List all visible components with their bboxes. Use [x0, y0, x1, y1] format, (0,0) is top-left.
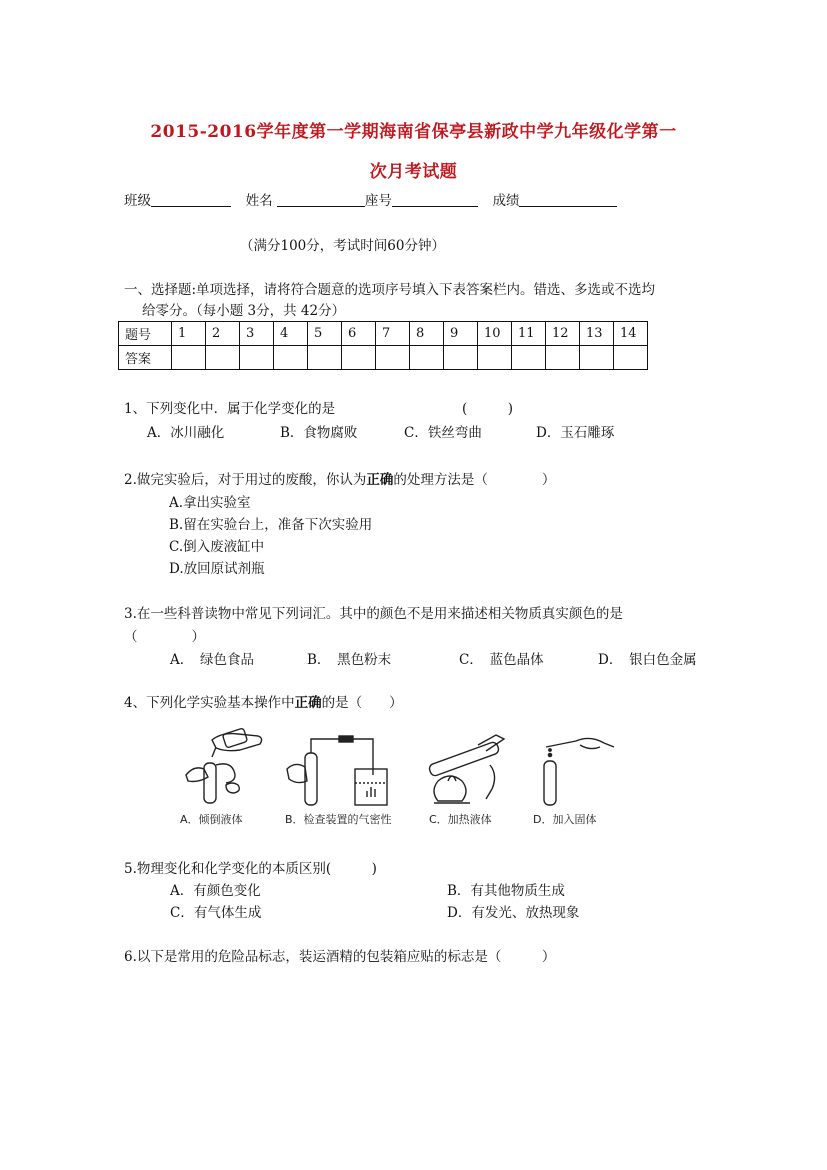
name-label: 姓名: [245, 193, 273, 209]
answer-cell[interactable]: [546, 346, 580, 370]
q1-option-a: A．冰川融化: [147, 425, 225, 441]
answer-table-answer-row: [119, 346, 648, 370]
question-number-cell: 13: [580, 322, 614, 346]
q1-answer-paren: ( ): [462, 401, 514, 417]
question-number-label: 题号: [119, 322, 172, 346]
score-label: 成绩: [492, 193, 520, 209]
q5-stem: 5.物理变化和化学变化的本质区别( ): [124, 861, 377, 877]
q4-caption-c: C．加热液体: [429, 813, 492, 826]
q2-stem-before: 2.做完实验后，对于用过的废酸，你认为: [124, 472, 367, 488]
q4-stem-before: 4、下列化学实验基本操作中: [124, 695, 295, 711]
class-label: 班级: [124, 193, 151, 209]
question-number-cell: 4: [274, 322, 308, 346]
q2-option-a: A.拿出实验室: [169, 495, 251, 511]
q1-option-b: B．食物腐败: [280, 425, 358, 441]
q4-caption-a: A．倾倒液体: [180, 813, 243, 826]
q5-option-a: A．有颜色变化: [170, 883, 261, 899]
heating-liquid-illustration: [418, 725, 518, 815]
seat-blank[interactable]: [392, 192, 478, 207]
name-blank[interactable]: [277, 192, 365, 207]
question-number-cell: 7: [376, 322, 410, 346]
question-number-cell: 12: [546, 322, 580, 346]
question-number-cell: 11: [512, 322, 546, 346]
question-number-cell: 5: [308, 322, 342, 346]
answer-cell[interactable]: [478, 346, 512, 370]
answer-cell[interactable]: [512, 346, 546, 370]
q3-stem: 3.在一些科普读物中常见下列词汇。其中的颜色不是用来描述相关物质真实颜色的是: [124, 606, 623, 622]
score-blank[interactable]: [519, 192, 617, 207]
question-number-cell: 6: [342, 322, 376, 346]
q3-answer-paren: （ ）: [124, 629, 205, 645]
q3-option-d: D． 银白色金属: [598, 652, 697, 668]
question-number-cell: 10: [478, 322, 512, 346]
q2-option-d: D.放回原试剂瓶: [169, 561, 265, 577]
q3-option-a: A． 绿色食品: [170, 652, 254, 668]
q2-option-b: B.留在实验台上，准备下次实验用: [169, 517, 373, 533]
question-number-cell: 2: [206, 322, 240, 346]
q5-option-c: C．有气体生成: [170, 905, 262, 921]
q4-caption-b: B．检查装置的气密性: [285, 813, 392, 826]
q5-option-b: B．有其他物质生成: [447, 883, 565, 899]
question-number-cell: 8: [410, 322, 444, 346]
pouring-liquid-illustration: [172, 725, 272, 815]
q4-caption-d: D．加入固体: [533, 813, 597, 826]
exam-note: （满分100分，考试时间60分钟）: [240, 238, 445, 254]
answer-cell[interactable]: [274, 346, 308, 370]
answer-cell[interactable]: [444, 346, 478, 370]
q3-option-b: B． 黑色粉末: [307, 652, 392, 668]
q2-stem-emphasis: 正确: [366, 472, 394, 488]
class-blank[interactable]: [151, 192, 231, 207]
q4-stem: [124, 691, 403, 711]
answer-cell[interactable]: [172, 346, 206, 370]
q4-stem-emphasis: 正确: [294, 695, 322, 711]
answer-cell[interactable]: [410, 346, 444, 370]
q2-stem-after: 的处理方法是（ ）: [393, 472, 556, 488]
answer-cell[interactable]: [580, 346, 614, 370]
exam-title-line2: 次月考试题: [369, 162, 458, 182]
adding-solid-illustration: [524, 725, 624, 815]
q6-stem: 6.以下是常用的危险品标志，装运酒精的包装箱应贴的标志是（ ）: [124, 949, 556, 965]
student-info-row: [124, 189, 617, 209]
answer-table-header-row: [119, 322, 648, 346]
q2-stem: [124, 468, 555, 488]
q1-option-c: C．铁丝弯曲: [404, 425, 482, 441]
answer-cell[interactable]: [206, 346, 240, 370]
q2-option-c: C.倒入废液缸中: [169, 539, 265, 555]
answer-cell[interactable]: [240, 346, 274, 370]
exam-title-line1: 2015-2016学年度第一学期海南省保亭县新政中学九年级化学第一: [150, 122, 677, 142]
answer-cell[interactable]: [308, 346, 342, 370]
answer-cell[interactable]: [614, 346, 648, 370]
question-number-cell: 1: [172, 322, 206, 346]
question-number-cell: 9: [444, 322, 478, 346]
q4-stem-after: 的是（ ）: [321, 695, 403, 711]
answer-label: 答案: [119, 346, 172, 370]
airtightness-check-illustration: [283, 725, 393, 815]
q1-stem: 1、下列变化中．属于化学变化的是: [124, 401, 336, 417]
question-number-cell: 14: [614, 322, 648, 346]
q3-option-c: C． 蓝色晶体: [459, 652, 544, 668]
q5-option-d: D．有发光、放热现象: [447, 905, 580, 921]
answer-table: [118, 321, 648, 370]
section1-line2: 给零分。（每小题 3分，共 42分）: [142, 303, 346, 319]
answer-cell[interactable]: [376, 346, 410, 370]
q1-option-d: D．玉石雕琢: [536, 425, 615, 441]
answer-cell[interactable]: [342, 346, 376, 370]
question-number-cell: 3: [240, 322, 274, 346]
section1-line1: 一、选择题:单项选择，请将符合题意的选项序号填入下表答案栏内。错选、多选或不选均: [124, 282, 656, 298]
seat-label: 座号: [364, 193, 392, 209]
